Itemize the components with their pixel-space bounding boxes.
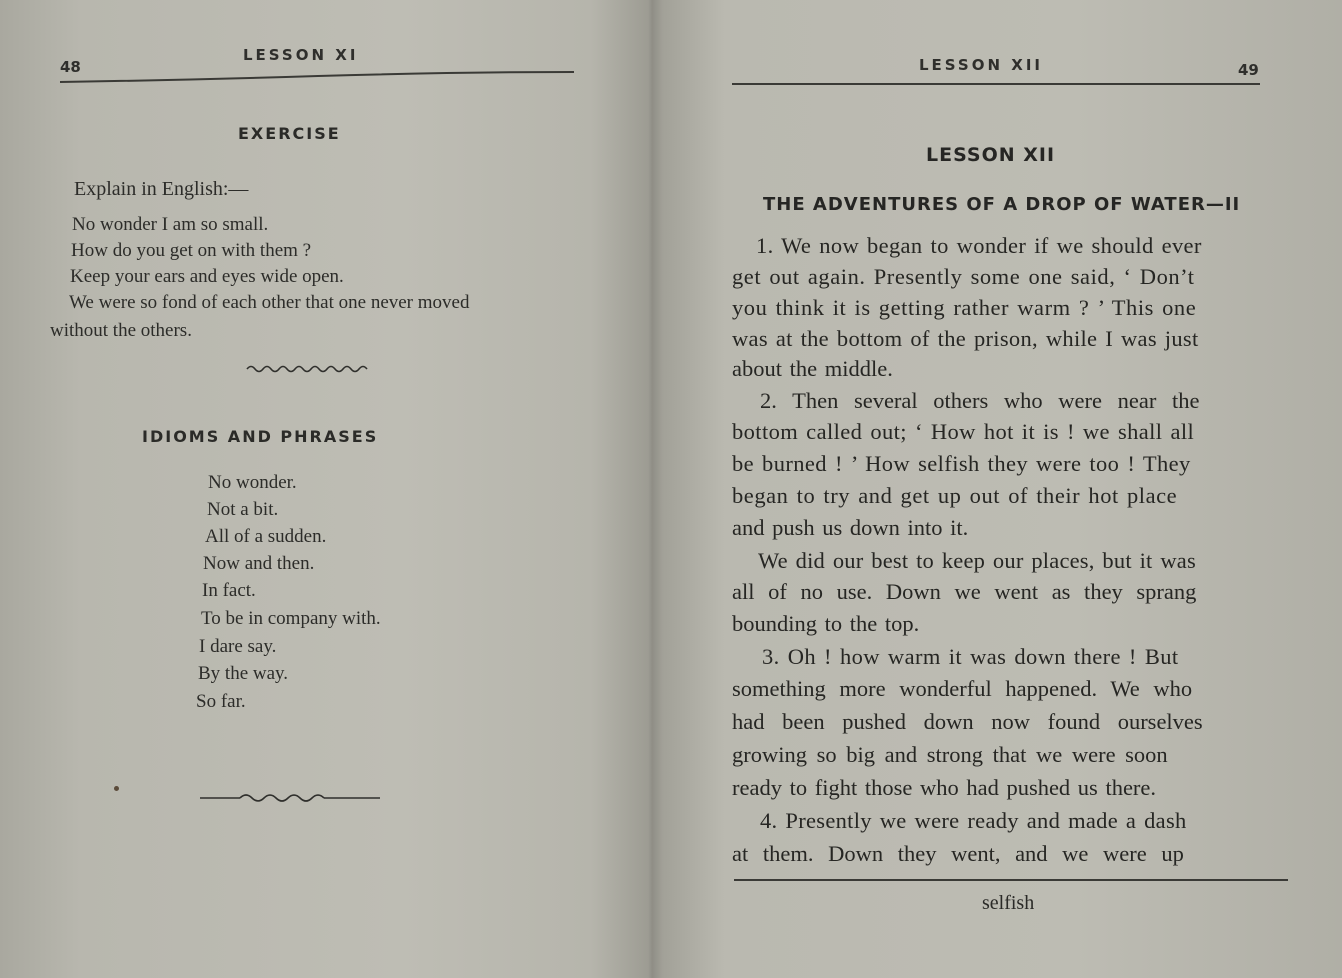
idioms-heading: IDIOMS AND PHRASES bbox=[142, 427, 379, 446]
lesson-subtitle: THE ADVENTURES OF A DROP OF WATER—II bbox=[763, 194, 1241, 215]
idiom-item: Now and then. bbox=[203, 553, 315, 574]
idiom-item: Not a bit. bbox=[207, 499, 279, 520]
idiom-item: In fact. bbox=[202, 580, 256, 601]
body-line: 3. Oh ! how warm it was down there ! But bbox=[762, 644, 1179, 669]
header-rule bbox=[732, 83, 1260, 85]
page-number: 49 bbox=[1238, 61, 1259, 79]
body-line: get out again. Presently some one said, ‘ Don’t bbox=[732, 264, 1195, 289]
body-line: you think it is getting rather warm ? ’ This one bbox=[732, 295, 1197, 320]
body-line: was at the bottom of the prison, while I was just bbox=[732, 326, 1199, 351]
body-line: something more wonderful happened. We who bbox=[732, 676, 1193, 701]
exercise-item: We were so fond of each other that one never moved bbox=[69, 292, 470, 313]
exercise-item: How do you get on with them ? bbox=[71, 240, 312, 261]
body-line: 4. Presently we were ready and made a dash bbox=[760, 808, 1187, 833]
running-head: LESSON XII bbox=[919, 56, 1043, 74]
body-line: bounding to the top. bbox=[732, 611, 920, 636]
header-rule bbox=[58, 66, 578, 88]
exercise-heading: EXERCISE bbox=[238, 124, 341, 143]
idiom-item: I dare say. bbox=[199, 636, 277, 657]
ink-speck bbox=[114, 786, 119, 791]
body-line: 1. We now began to wonder if we should ever bbox=[756, 233, 1202, 258]
exercise-item: No wonder I am so small. bbox=[72, 214, 269, 235]
idiom-item: To be in company with. bbox=[201, 608, 381, 629]
footnote: selfish bbox=[982, 892, 1035, 914]
left-page bbox=[0, 0, 648, 978]
idiom-item: So far. bbox=[196, 691, 246, 712]
body-line: 2. Then several others who were near the bbox=[760, 388, 1200, 413]
body-line: and push us down into it. bbox=[732, 515, 969, 540]
lesson-title: LESSON XII bbox=[926, 144, 1056, 166]
exercise-item: Keep your ears and eyes wide open. bbox=[70, 266, 344, 287]
footnote-rule bbox=[734, 879, 1288, 881]
body-line: about the middle. bbox=[732, 356, 893, 381]
exercise-item: without the others. bbox=[50, 320, 192, 341]
body-line: ready to fight those who had pushed us there. bbox=[732, 775, 1157, 800]
body-line: bottom called out; ‘ How hot it is ! we shall all bbox=[732, 419, 1195, 444]
body-line: growing so big and strong that we were soon bbox=[732, 742, 1168, 767]
idiom-item: All of a sudden. bbox=[205, 526, 327, 547]
idiom-item: No wonder. bbox=[208, 472, 297, 493]
exercise-instruction: Explain in English:— bbox=[74, 178, 249, 200]
body-line: all of no use. Down we went as they sprang bbox=[732, 579, 1197, 604]
wavy-divider bbox=[245, 362, 370, 376]
body-line: began to try and get up out of their hot place bbox=[732, 483, 1178, 508]
body-line: at them. Down they went, and we were up bbox=[732, 841, 1184, 866]
body-line: be burned ! ’ How selfish they were too ! They bbox=[732, 451, 1191, 476]
idiom-item: By the way. bbox=[198, 663, 289, 684]
body-line: had been pushed down now found ourselves bbox=[732, 709, 1203, 734]
page-number: 48 bbox=[60, 58, 81, 76]
end-ornament bbox=[198, 790, 382, 806]
right-page bbox=[652, 0, 1342, 978]
running-head: LESSON XI bbox=[243, 46, 359, 64]
body-line: We did our best to keep our places, but it was bbox=[758, 548, 1196, 573]
